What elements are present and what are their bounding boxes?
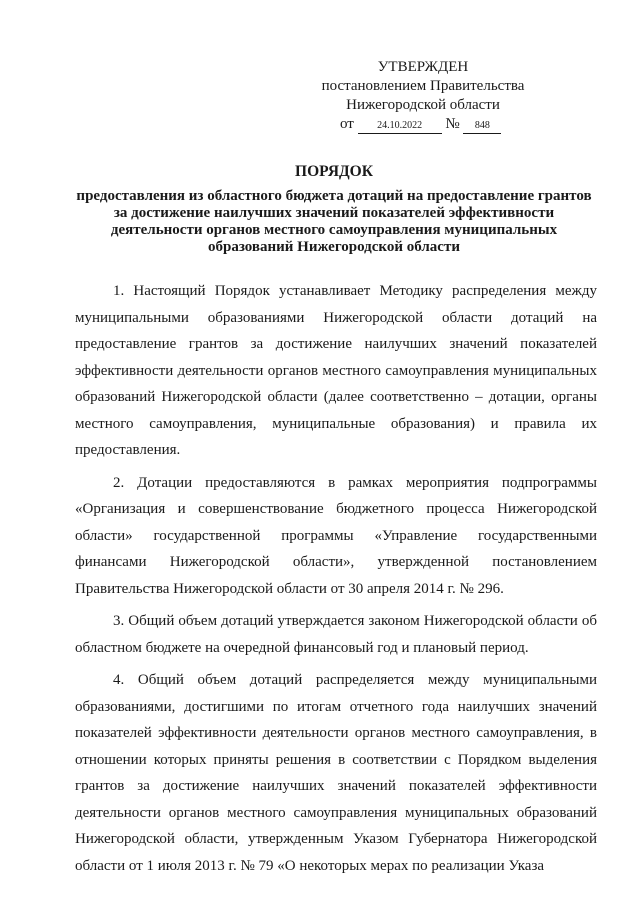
title-subtitle: предоставления из областного бюджета дотаций на предоставление грантов за достижение наилучших значений показателей эффективности деятельности органов местного самоуправления муниципальных образований Нижегородской области <box>76 188 592 255</box>
approval-date-row <box>318 115 528 134</box>
approval-date: 24.10.2022 <box>358 119 442 134</box>
approval-number: 848 <box>463 119 501 134</box>
approval-from-label: от <box>340 116 354 132</box>
approval-by: постановлением Правительства <box>321 78 525 94</box>
paragraph-4: 4. Общий объем дотаций распределяется между муниципальными образованиями, достигшими по итогам отчетного года наилучших значений показателей эффективности деятельности органов местного самоуправления, в отношении которых приняты решения в соответствии с Порядком выделения грантов за достижение наилучших значений показателей эффективности деятельности органов местного самоуправления муниципальных образований Нижегородской области, утвержденным Указом Губернатора Нижегородской области от 1 июля 2013 г. № 79 «О некоторых мерах по реализации Указа <box>75 672 597 874</box>
document-title <box>70 163 598 256</box>
document-body <box>75 278 597 879</box>
paragraph-2: 2. Дотации предоставляются в рамках мероприятия подпрограммы «Организация и совершенствование бюджетного процесса Нижегородской области» государственной программы «Управление государственными финансами Нижегородской области», утвержденной постановлением Правительства Нижегородской области от 30 апреля 2014 г. № 296. <box>75 474 597 597</box>
approval-heading: УТВЕРЖДЕН <box>377 59 469 75</box>
approval-stamp <box>318 58 528 134</box>
paragraph-1: 1. Настоящий Порядок устанавливает Методику распределения между муниципальными образованиями Нижегородской области дотаций на предоставление грантов за достижение наилучших значений показателей эффективности деятельности органов местного самоуправления муниципальных образований Нижегородской области (далее соответственно – дотации, органы местного самоуправления, муниципальные образования) и правила их предоставления. <box>75 283 597 458</box>
approval-region: Нижегородской области <box>346 97 500 113</box>
paragraph-3: 3. Общий объем дотаций утверждается законом Нижегородской области об областном бюджете на очередной финансовый год и плановый период. <box>75 613 597 656</box>
approval-number-sign: № <box>445 116 460 132</box>
title-main: ПОРЯДОК <box>295 163 373 180</box>
